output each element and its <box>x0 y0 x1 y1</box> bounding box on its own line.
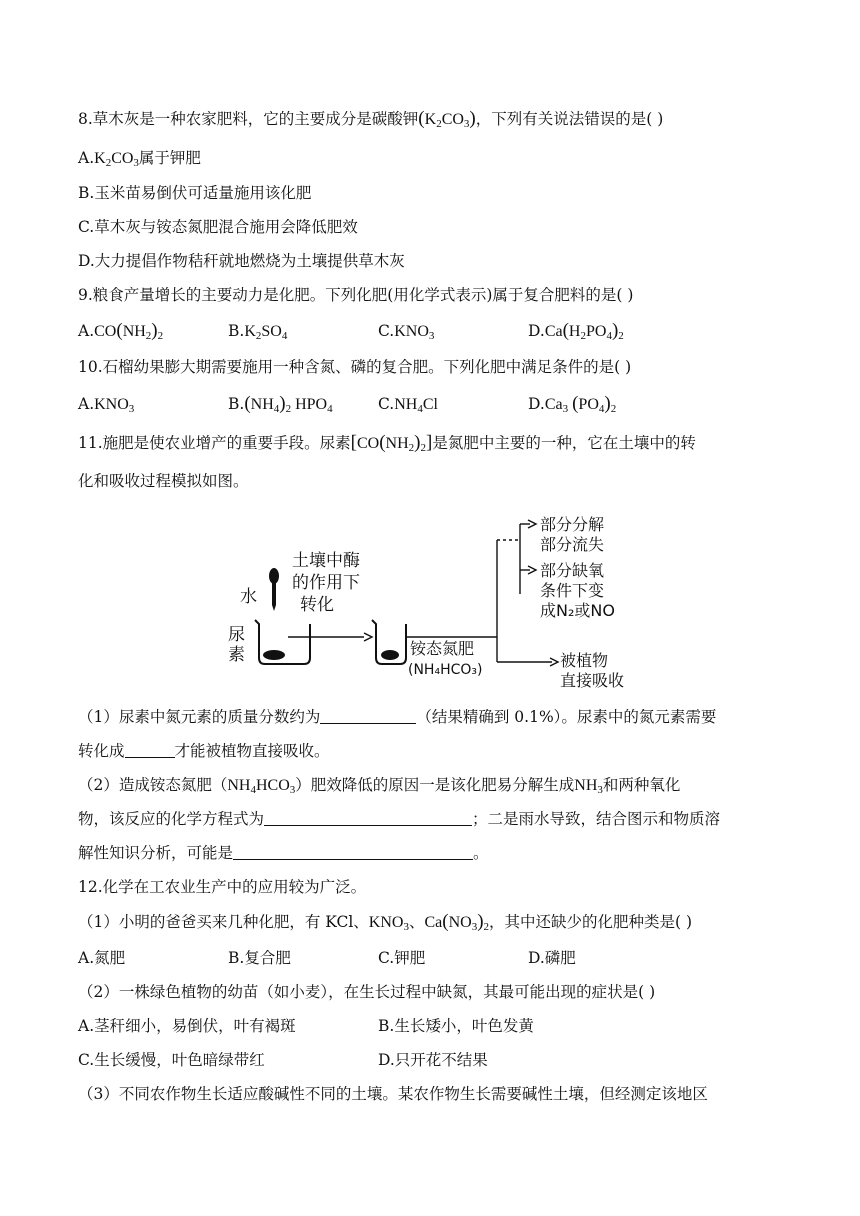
diagram-outcome-2a: 部分缺氧 <box>540 561 605 580</box>
q12-p2-option-a: A.茎秆细小，易倒伏，叶有褐斑 <box>78 1017 296 1035</box>
diagram-outcome-3b: 直接吸收 <box>560 671 625 690</box>
diagram-outcome-2b: 条件下变 <box>540 581 605 600</box>
q11-stem-line2: 化和吸收过程模拟如图。 <box>78 472 249 490</box>
q12-part1-options <box>78 947 778 969</box>
diagram-arrowhead-1 <box>364 633 372 641</box>
answer-blank[interactable] <box>320 707 416 724</box>
q11-part1-line1: （1）尿素中氮元素的质量分数约为 （结果精确到 0.1%）。尿素中的氮元素需要 <box>78 708 717 726</box>
q10-option-a: $A.KNO_3$ <box>78 395 135 415</box>
dropper-icon <box>269 568 279 611</box>
q11-stem: 11.施肥是使农业增产的重要手段。尿素$[CO(NH_2)_2]$是氮肥中主要的一种，它在土壤中的转 <box>78 432 696 454</box>
q9-options <box>78 320 778 342</box>
answer-blank[interactable] <box>233 843 473 860</box>
q8-option-d: D.大力提倡作物秸秆就地燃烧为土壤提供草木灰 <box>78 252 405 270</box>
q12-stem: 12.化学在工农业生产中的应用较为广泛。 <box>78 878 367 896</box>
q12-part2-options-row2 <box>78 1049 778 1071</box>
q12-p1-option-c: C.钾肥 <box>378 949 426 967</box>
q11-part1-line2: 转化成 才能被植物直接吸收。 <box>78 742 330 760</box>
diagram-outcome-1b: 部分流失 <box>540 535 605 554</box>
q12-p2-option-d: D.只开花不结果 <box>378 1051 488 1069</box>
diagram-urea-label-2: 素 <box>228 645 245 665</box>
answer-blank[interactable] <box>264 809 472 826</box>
q12-p2-option-c: C.生长缓慢，叶色暗绿带红 <box>78 1051 265 1069</box>
q8-option-a: $A.K_2CO_3$属于钾肥 <box>78 149 201 169</box>
q12-p1-option-d: D.磷肥 <box>528 949 576 967</box>
q10-option-c: $C.NH_4Cl$ <box>378 395 438 415</box>
q9-stem: 9.粮食产量增长的主要动力是化肥。下列化肥(用化学式表示)属于复合肥料的是( ) <box>78 286 634 304</box>
answer-blank[interactable] <box>125 741 175 758</box>
q10-option-d: $D.Ca_3$ $(PO_4)_2$ <box>528 393 617 415</box>
q9-option-c: $C.KNO_3$ <box>378 322 435 342</box>
q9-option-b: $B.K_2SO_4$ <box>228 322 288 342</box>
beaker-icon <box>372 620 406 664</box>
q10-option-b: $B.(NH_4)_2$ $HPO_4$ <box>228 393 333 415</box>
q12-part2-options-row1 <box>78 1015 778 1037</box>
q12-p1-option-a: A.氮肥 <box>78 949 126 967</box>
diagram-ammonium-label: 铵态氮肥 <box>410 639 475 658</box>
q8-stem: 8.草木灰是一种农家肥料，它的主要成分是碳酸钾$(K_2CO_3)$，下列有关说法错误的是( ) <box>78 108 664 130</box>
q8-option-c: C.草木灰与铵态氮肥混合施用会降低肥效 <box>78 218 358 236</box>
q11-part2-line2: 物，该反应的化学方程式为 ；二是雨水导致，结合图示和物质溶 <box>78 810 721 828</box>
diagram-ammonium-formula: (NH₄HCO₃) <box>408 662 483 678</box>
q10-options <box>78 393 778 415</box>
diagram-water-label: 水 <box>240 587 257 607</box>
q9-option-d: $D.Ca(H_2PO_4)_2$ <box>528 320 624 342</box>
q10-stem: 10.石榴幼果膨大期需要施用一种含氮、磷的复合肥。下列化肥中满足条件的是( ) <box>78 358 632 376</box>
q12-part2-stem: （2）一株绿色植物的幼苗（如小麦），在生长过程中缺氮，其最可能出现的症状是( ) <box>78 983 656 1001</box>
diagram-outcome-1a: 部分分解 <box>540 515 605 534</box>
diagram-enzyme-label-2: 的作用下 <box>292 573 360 593</box>
diagram-enzyme-label-3: 转化 <box>300 595 334 615</box>
beaker-icon <box>255 620 310 664</box>
q11-part2-line1: （2）造成铵态氮肥$(NH_4HCO_3)$肥效降低的原因一是该化肥易分解生成$NH_3$和两种氧化 <box>78 776 681 796</box>
diagram-outcome-2c: 成N₂或NO <box>540 601 615 620</box>
q9-option-a: $A.CO(NH_2)_2$ <box>78 320 164 342</box>
q12-part1-stem: （1）小明的爸爸买来几种化肥，有 KCl、$KNO_3$、$Ca(NO_3)_2$，其中还缺少的化肥种类是( ) <box>78 911 693 933</box>
q8-option-b: B.玉米苗易倒伏可适量施用该化肥 <box>78 184 312 202</box>
diagram-outcome-3a: 被植物 <box>560 651 609 670</box>
q12-part3-stem: （3）不同农作物生长适应酸碱性不同的土壤。某农作物生长需要碱性土壤，但经测定该地区 <box>78 1085 708 1103</box>
diagram-urea-label-1: 尿 <box>228 625 245 645</box>
q11-part2-line3: 解性知识分析，可能是 。 <box>78 844 489 862</box>
q12-p1-option-b: B.复合肥 <box>228 949 291 967</box>
urea-transformation-diagram <box>222 508 662 692</box>
diagram-enzyme-label-1: 土壤中酶 <box>292 551 360 571</box>
q12-p2-option-b: B.生长矮小，叶色发黄 <box>378 1017 534 1035</box>
